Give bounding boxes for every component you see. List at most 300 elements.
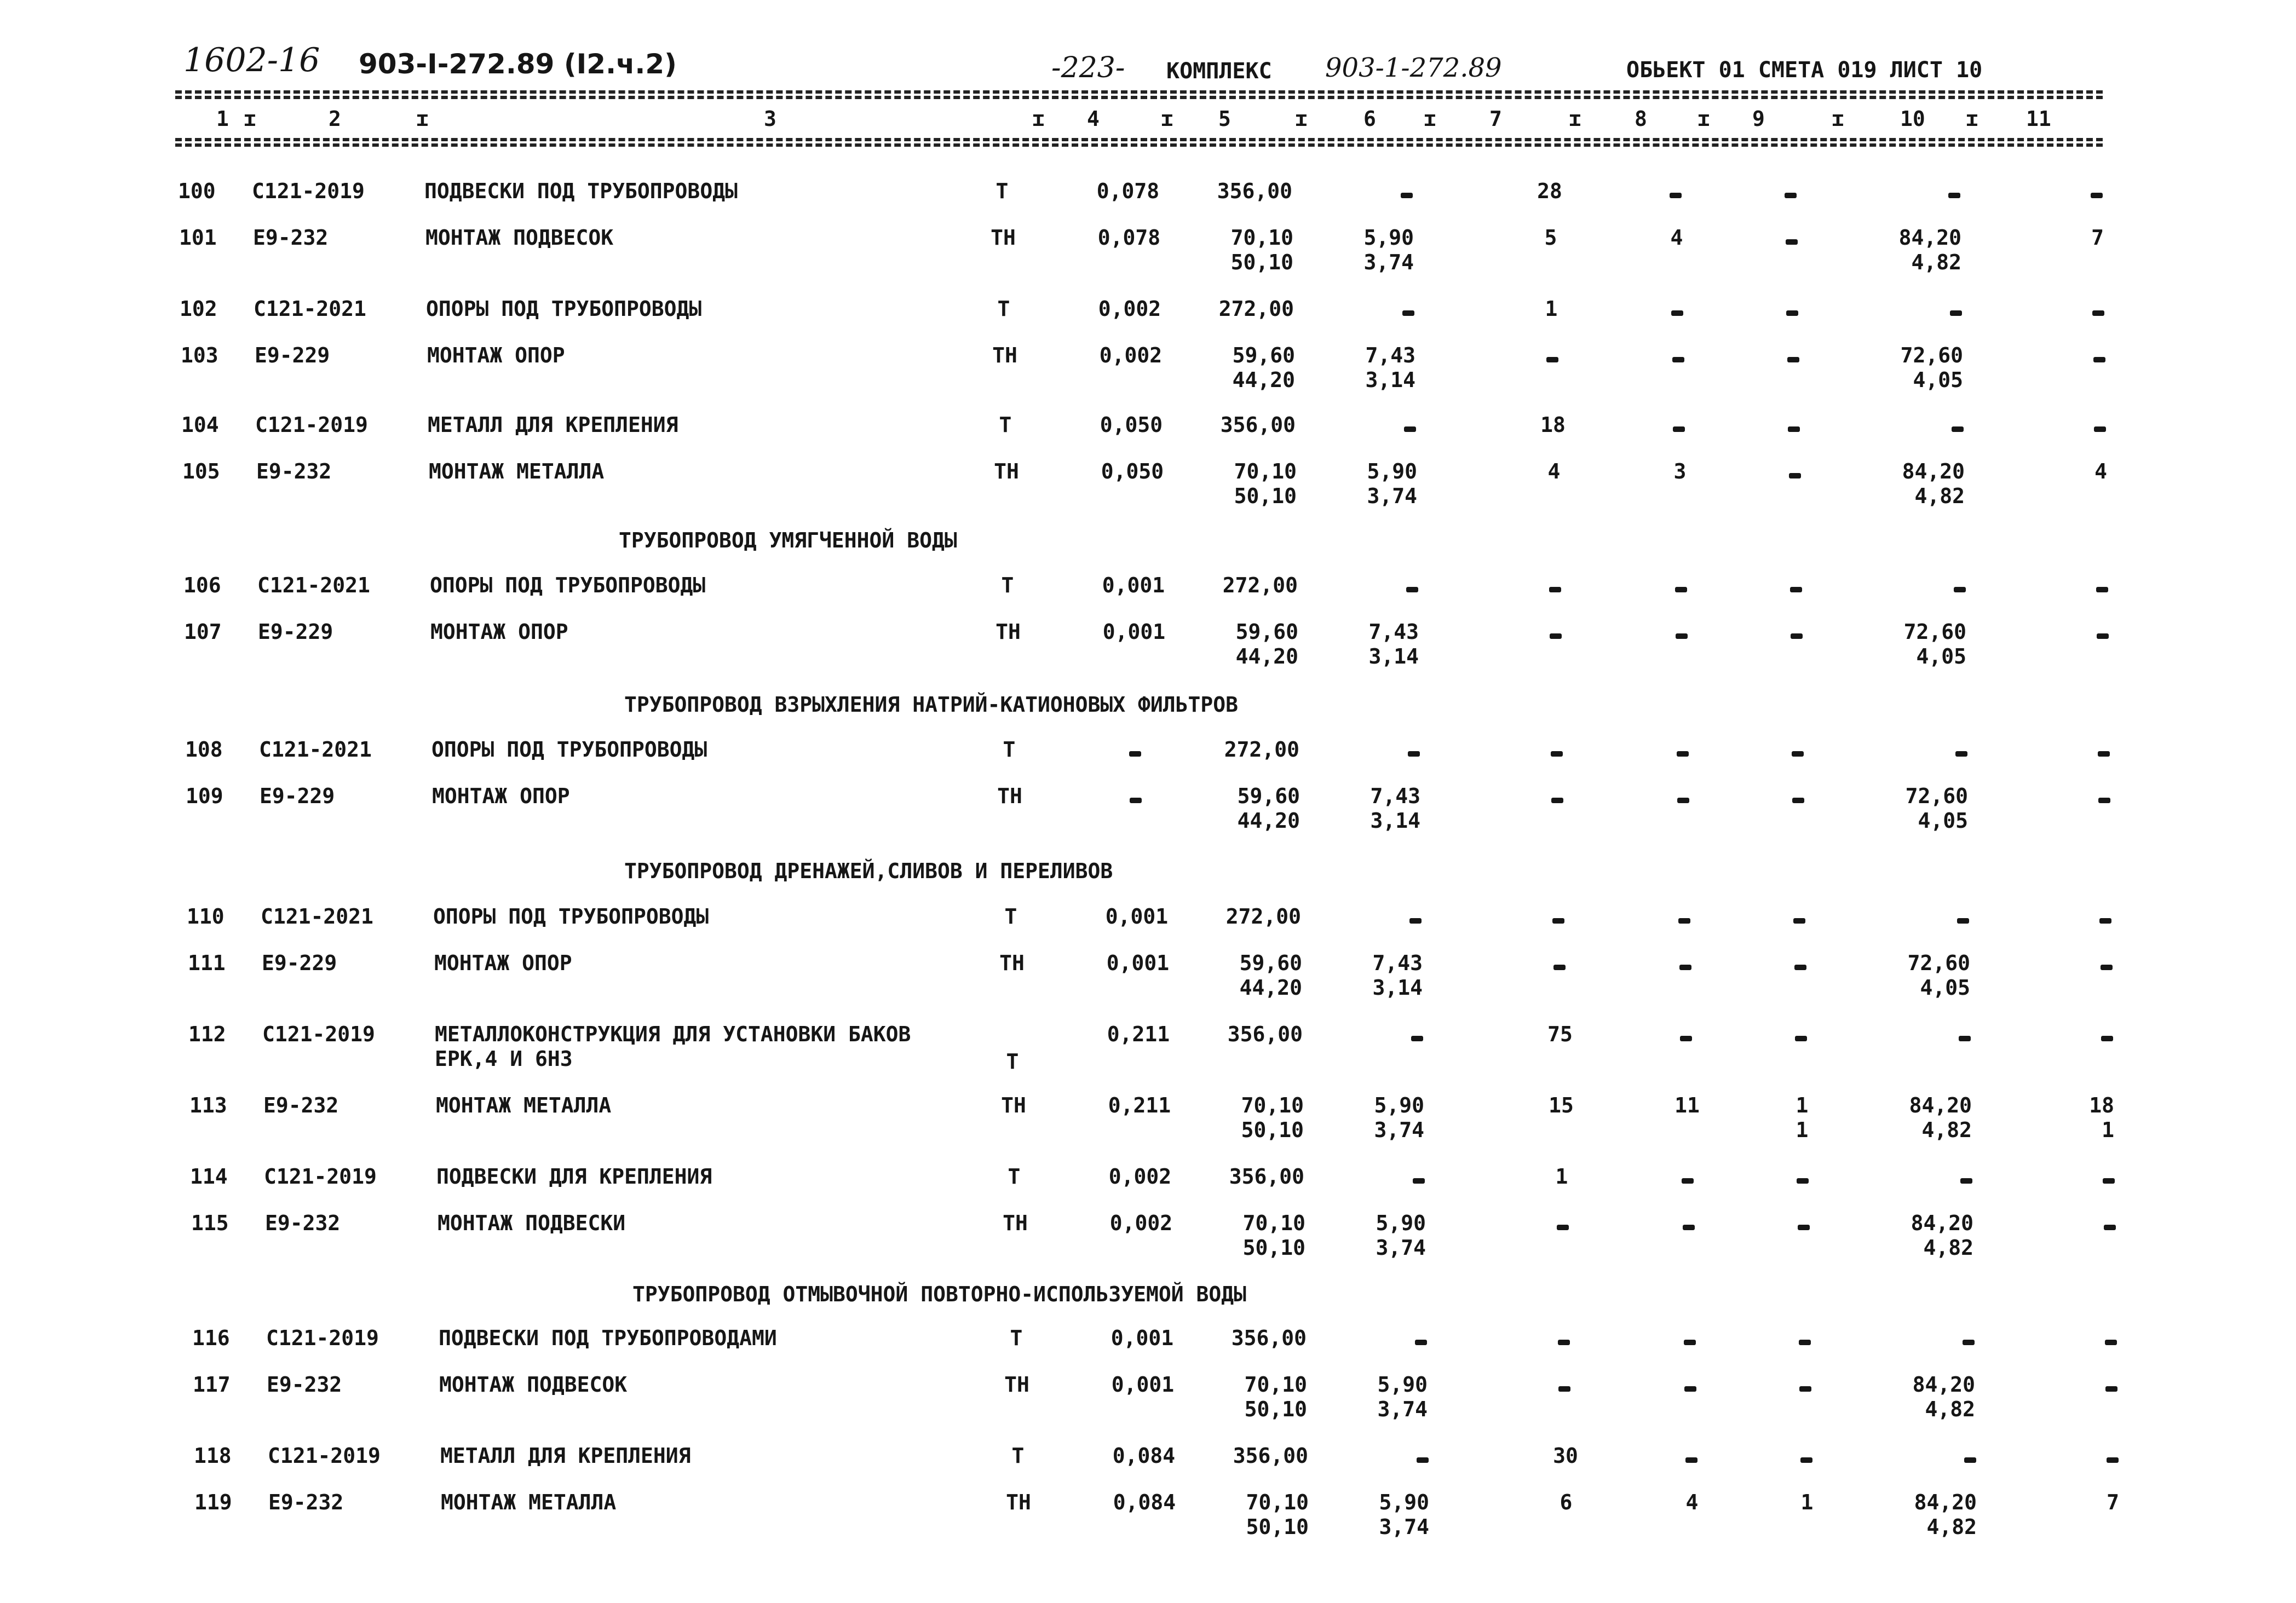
row-code: С121-2019 [252, 179, 365, 203]
row-col-11 [2051, 345, 2105, 366]
section-heading: ТРУБОПРОВОД ВЗРЫХЛЕНИЯ НАТРИЙ-КАТИОНОВЫХ ФИЛЬТРОВ [624, 693, 1239, 717]
header-rule-bottom [175, 138, 2103, 141]
column-number-7: 7 [1489, 107, 1502, 131]
dash-mark [1408, 751, 1420, 757]
row-unit: Т [997, 297, 1010, 321]
row-code: Е9-229 [255, 343, 330, 367]
row-cost: 5,90 [1363, 226, 1414, 250]
dash-mark [1795, 1036, 1807, 1041]
dash-mark [1792, 751, 1804, 757]
row-quantity: 0,001 [1110, 1326, 1174, 1350]
row-col-8 [1663, 1374, 1718, 1395]
dash-mark [1679, 965, 1691, 970]
row-cost-wages: 3,14 [1368, 644, 1419, 668]
dash-mark [2105, 1340, 2117, 1345]
row-price: 59,60 [1237, 784, 1300, 808]
dash-mark [2091, 193, 2103, 198]
dash-mark [1671, 310, 1683, 316]
row-price: 272,00 [1222, 573, 1298, 597]
row-price: 70,10 [1246, 1490, 1309, 1514]
row-cost: 5,90 [1379, 1490, 1429, 1514]
row-name: МЕТАЛЛ ДЛЯ КРЕПЛЕНИЯ [428, 413, 678, 437]
column-number-8: 8 [1635, 107, 1647, 131]
row-number: 114 [190, 1164, 228, 1189]
row-cost-wages: 3,74 [1374, 1118, 1424, 1142]
column-separator: ɪ [244, 107, 256, 131]
row-col-8 [1651, 345, 1706, 366]
row-code: С121-2019 [264, 1164, 377, 1189]
row-cost: 7,43 [1372, 951, 1423, 975]
dash-mark [2101, 1036, 2113, 1041]
dash-mark [1794, 965, 1806, 970]
row-col-11 [2054, 621, 2109, 642]
row-col-10 [1883, 1445, 1976, 1466]
dash-mark [1675, 587, 1687, 592]
dash-mark [1677, 751, 1689, 757]
row-cost [1336, 181, 1413, 201]
row-col-11 [2056, 786, 2110, 806]
row-code: Е9-229 [258, 620, 333, 644]
row-col-10: 84,20 [1902, 459, 1965, 483]
row-price-wages: 44,20 [1239, 976, 1302, 1000]
dash-mark [2104, 1225, 2116, 1230]
row-col-10-second: 4,05 [1920, 976, 1970, 1000]
row-cost: 5,90 [1374, 1093, 1424, 1117]
column-separator: ɪ [1032, 107, 1045, 131]
row-price: 356,00 [1231, 1326, 1307, 1350]
column-separator: ɪ [1832, 107, 1844, 131]
row-price: 356,00 [1229, 1164, 1304, 1189]
row-col-9 [1781, 1166, 1825, 1187]
dash-mark [2099, 918, 2111, 924]
row-code: С121-2019 [268, 1444, 381, 1468]
dash-mark [2101, 965, 2113, 970]
row-cost [1343, 739, 1420, 760]
row-col-8 [1661, 1213, 1716, 1233]
dash-mark [1549, 587, 1561, 592]
page-number: -223- [1051, 51, 1125, 84]
row-price-wages: 44,20 [1235, 644, 1298, 668]
row-cost-wages: 3,74 [1377, 1397, 1428, 1421]
row-col-11 [2058, 1024, 2113, 1045]
dash-mark [1413, 1178, 1425, 1184]
row-col-9 [1779, 1024, 1823, 1045]
dash-mark [1952, 426, 1964, 432]
row-price: 70,10 [1242, 1211, 1305, 1235]
row-cost-wages: 3,14 [1370, 809, 1420, 833]
row-col-8 [1655, 739, 1710, 760]
row-col-10-second: 4,05 [1918, 809, 1968, 833]
row-col-7 [1524, 786, 1590, 806]
dash-mark [1799, 1340, 1811, 1345]
dash-mark [1404, 426, 1416, 432]
row-col-9 [1783, 1374, 1827, 1395]
dash-mark [1788, 426, 1800, 432]
column-separator: ɪ [1161, 107, 1173, 131]
row-cost [1348, 1166, 1425, 1187]
header-rule-top [175, 90, 2103, 94]
row-number: 112 [188, 1022, 226, 1046]
row-number: 102 [180, 297, 217, 321]
dash-mark [1954, 587, 1966, 592]
row-unit: Т [1008, 1164, 1021, 1189]
doc-code: 903-I-272.89 (I2.ч.2) [359, 48, 677, 80]
row-col-10-second: 4,82 [1921, 1118, 1972, 1142]
row-price: 70,10 [1234, 459, 1297, 483]
row-col-10: 84,20 [1914, 1490, 1977, 1514]
dash-mark [1682, 1178, 1694, 1184]
dash-mark [2098, 798, 2110, 803]
row-col-10-second: 4,82 [1923, 1236, 1973, 1260]
row-col-11 [2058, 953, 2113, 973]
column-number-1: 1 [216, 107, 229, 131]
dash-mark [2103, 1178, 2115, 1184]
row-code: Е9-232 [263, 1093, 339, 1117]
dash-mark [1964, 1457, 1976, 1463]
row-col-10 [1878, 1024, 1971, 1045]
row-col-11 [2060, 1166, 2115, 1187]
row-price: 70,10 [1241, 1093, 1304, 1117]
row-price: 356,00 [1217, 179, 1292, 203]
dash-mark [2096, 587, 2108, 592]
row-col-11 [2048, 181, 2103, 201]
dash-mark [1797, 1178, 1809, 1184]
row-price: 272,00 [1225, 904, 1301, 929]
column-number-3: 3 [764, 107, 776, 131]
row-col-8 [1654, 621, 1709, 642]
row-col-8 [1654, 575, 1708, 596]
row-unit: ТН [997, 784, 1022, 808]
dash-mark [1793, 918, 1805, 924]
row-col-9 [1771, 345, 1815, 366]
row-number: 111 [188, 951, 226, 975]
row-col-7 [1526, 906, 1591, 927]
row-col-8 [1664, 1445, 1719, 1466]
row-name: МОНТАЖ МЕТАЛЛА [441, 1490, 617, 1514]
column-separator: ɪ [1697, 107, 1710, 131]
row-col-7 [1522, 575, 1588, 596]
row-name: МОНТАЖ МЕТАЛЛА [429, 459, 605, 483]
row-col-9: 1 [1800, 1490, 1814, 1514]
row-unit: ТН [995, 620, 1021, 644]
row-quantity: 0,001 [1111, 1373, 1175, 1397]
dash-mark [1546, 357, 1558, 362]
row-unit: ТН [994, 459, 1019, 483]
row-price: 70,10 [1230, 226, 1293, 250]
row-name: МЕТАЛЛОКОНСТРУКЦИЯ ДЛЯ УСТАНОВКИ БАКОВ [435, 1022, 911, 1046]
row-number: 100 [178, 179, 216, 203]
handwritten-ref: 1602-16 [183, 41, 320, 79]
column-number-9: 9 [1752, 107, 1765, 131]
row-col-8 [1651, 414, 1706, 435]
row-col-11 [2051, 414, 2106, 435]
dash-mark [1406, 587, 1418, 592]
row-price-wages: 50,10 [1234, 484, 1297, 508]
row-col-7: 30 [1553, 1444, 1578, 1468]
row-number: 110 [187, 904, 225, 929]
row-col-11-second: 1 [2102, 1118, 2114, 1142]
dash-mark [1684, 1386, 1696, 1392]
row-col-10 [1867, 181, 1960, 201]
dash-mark [1798, 1225, 1810, 1230]
row-col-7 [1527, 953, 1592, 973]
row-price: 59,60 [1235, 620, 1298, 644]
dash-mark [1950, 310, 1962, 316]
row-code: Е9-232 [265, 1211, 341, 1235]
row-col-7 [1530, 1213, 1596, 1233]
dash-mark [1684, 1340, 1696, 1345]
row-col-9-second: 1 [1796, 1118, 1809, 1142]
row-col-11 [2063, 1374, 2117, 1395]
row-cost: 5,90 [1376, 1211, 1426, 1235]
dash-mark [1557, 1225, 1569, 1230]
dash-mark [1417, 1457, 1429, 1463]
dash-mark [1959, 1036, 1971, 1041]
row-code: С121-2021 [257, 573, 370, 597]
row-number: 118 [194, 1444, 232, 1468]
row-col-10 [1869, 298, 1962, 319]
row-unit: Т [1003, 737, 1016, 762]
row-col-7 [1520, 345, 1585, 366]
row-quantity: 0,001 [1106, 951, 1170, 975]
dash-mark [2098, 751, 2110, 757]
row-col-10-second: 4,82 [1925, 1397, 1975, 1421]
row-number: 115 [191, 1211, 229, 1235]
dash-mark [2097, 633, 2109, 639]
row-col-7: 6 [1560, 1490, 1573, 1514]
row-name: МОНТАЖ ПОДВЕСКИ [438, 1211, 626, 1235]
row-col-10: 72,60 [1903, 620, 1966, 644]
row-col-7 [1524, 739, 1590, 760]
row-quantity: 0,211 [1107, 1022, 1170, 1046]
row-name: ОПОРЫ ПОД ТРУБОПРОВОДЫ [431, 737, 707, 762]
row-col-9 [1775, 621, 1819, 642]
row-quantity: 0,050 [1100, 413, 1163, 437]
column-number-11: 11 [2026, 107, 2051, 131]
row-price: 272,00 [1218, 297, 1294, 321]
header-rule-bottom-2 [175, 143, 2103, 147]
row-col-11 [2053, 575, 2108, 596]
row-col-7 [1523, 621, 1589, 642]
row-col-8 [1648, 181, 1703, 201]
row-quantity: 0,001 [1105, 904, 1169, 929]
dash-mark [1786, 239, 1798, 245]
dash-mark [1409, 918, 1422, 924]
row-name: ПОДВЕСКИ ДЛЯ КРЕПЛЕНИЯ [436, 1164, 712, 1189]
dash-mark [1955, 751, 1967, 757]
dash-mark [1786, 310, 1798, 316]
row-unit: ТН [999, 951, 1025, 975]
dash-mark [1673, 426, 1685, 432]
row-price-wages: 50,10 [1230, 250, 1293, 274]
row-col-8: 11 [1674, 1093, 1700, 1117]
row-col-7 [1532, 1374, 1597, 1395]
dash-mark [1402, 310, 1414, 316]
dash-mark [1676, 633, 1688, 639]
row-cost [1338, 298, 1414, 319]
row-cost [1346, 1024, 1423, 1045]
row-unit: ТН [992, 343, 1017, 367]
row-quantity: 0,002 [1099, 343, 1163, 367]
row-col-8 [1658, 953, 1713, 973]
row-code: С121-2021 [259, 737, 372, 762]
row-number: 116 [192, 1326, 230, 1350]
row-number: 104 [181, 413, 219, 437]
row-price: 356,00 [1220, 413, 1296, 437]
row-name: МЕТАЛЛ ДЛЯ КРЕПЛЕНИЯ [440, 1444, 691, 1468]
row-name-continued: ЕРК,4 И 6НЗ [435, 1047, 573, 1071]
row-number: 108 [185, 737, 223, 762]
dash-mark [2094, 426, 2106, 432]
row-price: 70,10 [1244, 1373, 1307, 1397]
row-col-8 [1656, 786, 1711, 806]
dash-mark [1677, 798, 1689, 803]
row-unit: Т [1010, 1326, 1023, 1350]
row-name: МОНТАЖ ОПОР [427, 343, 565, 367]
row-col-10-second: 4,82 [1911, 250, 1961, 274]
row-col-11 [2055, 739, 2110, 760]
dash-mark [1401, 193, 1413, 198]
row-col-7 [1531, 1328, 1597, 1348]
row-col-9 [1774, 575, 1818, 596]
dash-mark [1791, 633, 1803, 639]
dash-mark [1415, 1340, 1427, 1345]
complex-label: КОМПЛЕКС [1166, 59, 1272, 84]
dash-mark [1789, 473, 1801, 478]
row-col-8: 4 [1685, 1490, 1699, 1514]
row-col-9 [1770, 298, 1814, 319]
row-name: ОПОРЫ ПОД ТРУБОПРОВОДЫ [433, 904, 709, 929]
dash-mark [1678, 918, 1690, 924]
row-quantity: 0,078 [1097, 226, 1161, 250]
row-col-10-second: 4,05 [1913, 368, 1963, 392]
row-col-9 [1785, 1445, 1828, 1466]
row-price-wages: 50,10 [1244, 1397, 1307, 1421]
row-col-11 [2061, 1213, 2116, 1233]
column-separator: ɪ [1569, 107, 1581, 131]
row-cost: 7,43 [1370, 784, 1420, 808]
row-price-wages: 50,10 [1246, 1515, 1309, 1539]
column-separator: ɪ [1295, 107, 1308, 131]
section-heading: ТРУБОПРОВОД ДРЕНАЖЕЙ,СЛИВОВ И ПЕРЕЛИВОВ [624, 859, 1113, 883]
row-name: МОНТАЖ ОПОР [432, 784, 570, 808]
row-name: МОНТАЖ ОПОР [430, 620, 568, 644]
column-separator: ɪ [1966, 107, 1978, 131]
row-col-10 [1876, 906, 1969, 927]
row-col-11 [2057, 906, 2111, 927]
row-quantity: 0,078 [1096, 179, 1160, 203]
column-separator: ɪ [416, 107, 429, 131]
row-col-10-second: 4,05 [1916, 644, 1966, 668]
dash-mark [1792, 798, 1804, 803]
row-col-8: 3 [1673, 459, 1687, 483]
row-col-11: 7 [2107, 1490, 2119, 1514]
row-col-10-second: 4,82 [1926, 1515, 1977, 1539]
row-quantity: 0,211 [1108, 1093, 1171, 1117]
row-number: 103 [181, 343, 218, 367]
row-number: 106 [183, 573, 221, 597]
row-col-9 [1777, 906, 1821, 927]
row-price: 272,00 [1224, 737, 1299, 762]
object-info: ОБЬЕКТ 01 СМЕТА 019 ЛИСТ 10 [1626, 57, 1983, 83]
row-unit: ТН [1006, 1490, 1031, 1514]
row-number: 109 [186, 784, 223, 808]
row-unit: Т [1001, 573, 1014, 597]
row-col-10: 84,20 [1909, 1093, 1972, 1117]
row-unit: Т [1004, 904, 1017, 929]
row-col-11: 7 [2091, 226, 2104, 250]
dash-mark [1129, 751, 1141, 757]
row-col-10: 84,20 [1912, 1373, 1975, 1397]
row-quantity: 0,002 [1108, 1164, 1172, 1189]
row-col-8: 4 [1670, 226, 1683, 250]
row-quantity: 0,002 [1098, 297, 1161, 321]
row-cost: 5,90 [1377, 1373, 1428, 1397]
row-col-10 [1874, 739, 1967, 760]
dash-mark [2107, 1457, 2119, 1463]
row-price-wages: 44,20 [1232, 368, 1295, 392]
row-code: С121-2019 [262, 1022, 375, 1046]
row-col-9 [1776, 739, 1820, 760]
column-number-5: 5 [1218, 107, 1231, 131]
dash-mark [1553, 965, 1566, 970]
dash-mark [1785, 193, 1797, 198]
dash-mark [1957, 918, 1969, 924]
row-number: 117 [193, 1373, 231, 1397]
row-col-10 [1881, 1328, 1975, 1348]
row-cost-wages: 3,14 [1372, 976, 1423, 1000]
row-unit: ТН [1004, 1373, 1029, 1397]
row-unit: ТН [991, 226, 1016, 250]
row-code: Е9-229 [260, 784, 335, 808]
dash-mark [1550, 633, 1562, 639]
dash-mark [1680, 1036, 1692, 1041]
dash-mark [1411, 1036, 1423, 1041]
column-separator: ɪ [1424, 107, 1436, 131]
row-col-9 [1769, 181, 1812, 201]
row-cost [1342, 575, 1418, 596]
row-name: ОПОРЫ ПОД ТРУБОПРОВОДЫ [430, 573, 706, 597]
row-unit: Т [995, 179, 1009, 203]
row-name: ПОДВЕСКИ ПОД ТРУБОПРОВОДЫ [424, 179, 738, 203]
row-col-10 [1879, 1166, 1972, 1187]
row-name: ПОДВЕСКИ ПОД ТРУБОПРОВОДАМИ [439, 1326, 777, 1350]
dash-mark [1799, 1386, 1811, 1392]
row-col-10 [1871, 414, 1964, 435]
dash-mark [1960, 1178, 1972, 1184]
row-col-11 [2050, 298, 2104, 319]
row-name: МОНТАЖ ОПОР [434, 951, 572, 975]
dash-mark [1685, 1457, 1697, 1463]
dash-mark [1670, 193, 1682, 198]
row-col-11 [2064, 1445, 2119, 1466]
header-rule-top-2 [175, 96, 2103, 99]
row-col-8 [1660, 1166, 1715, 1187]
dash-mark [1551, 798, 1563, 803]
row-unit: ТН [1003, 1211, 1028, 1235]
complex-code: 903-1-272.89 [1325, 53, 1502, 83]
dash-mark [1551, 751, 1563, 757]
row-code: С121-2021 [261, 904, 373, 929]
row-number: 107 [184, 620, 222, 644]
row-col-10: 72,60 [1907, 951, 1970, 975]
row-col-9 [1776, 786, 1820, 806]
row-code: С121-2021 [254, 297, 366, 321]
row-unit: Т [1006, 1050, 1019, 1074]
row-price-wages: 44,20 [1237, 809, 1300, 833]
row-col-7: 75 [1547, 1022, 1573, 1046]
row-cost [1345, 906, 1422, 927]
